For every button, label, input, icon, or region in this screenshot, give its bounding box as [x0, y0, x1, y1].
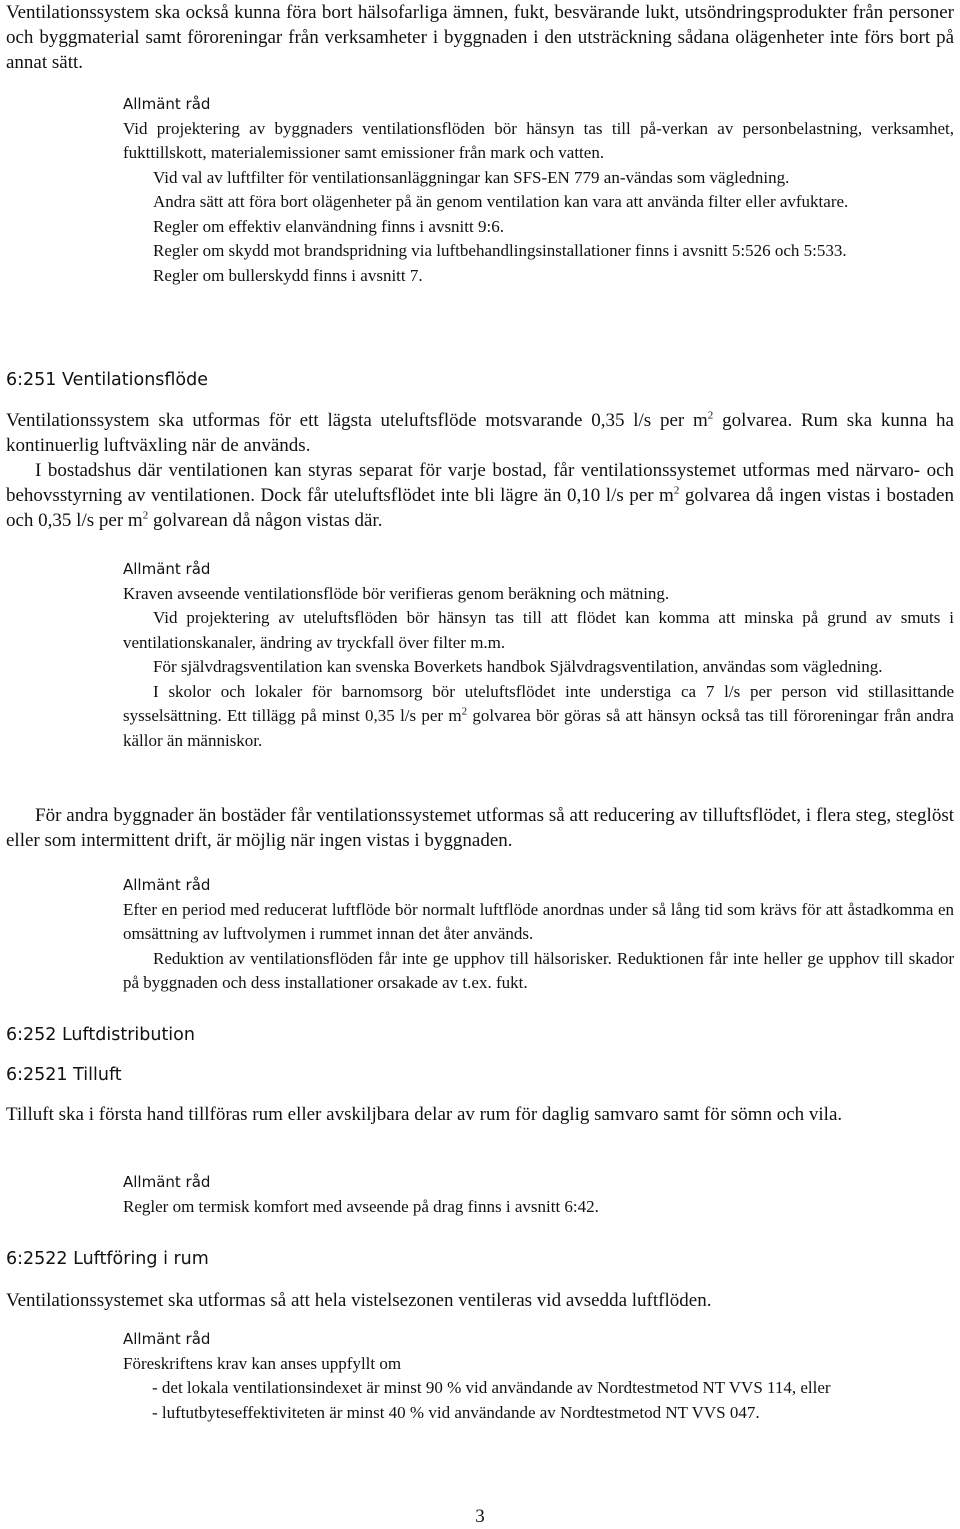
general-advice-heading: Allmänt råd: [123, 876, 211, 894]
section-heading-6252: 6:252 Luftdistribution: [6, 1025, 195, 1045]
body-paragraph: Ventilationssystem ska utformas för ett lägsta uteluftsflöde motsvarande 0,35 l/s per $m^2$ golvarea. Rum ska kunna ha kontinuerlig luftväxling när de används.: [6, 409, 954, 456]
general-advice-2: [123, 557, 954, 753]
advice-paragraph: Föreskriftens krav kan anses uppfyllt om: [123, 1353, 402, 1373]
advice-list-item: - det lokala ventilationsindexet är minst 90 % vid användande av Nordtestmetod NT VVS 114, eller: [152, 1378, 831, 1397]
advice-paragraph: För självdragsventilation kan svenska Boverkets handbok Självdragsventilation, användas som vägledning.: [153, 657, 883, 676]
advice-paragraph: Regler om effektiv elanvändning finns i avsnitt 9:6.: [153, 216, 504, 236]
supply-air-paragraph: Tilluft ska i första hand tillföras rum eller avskiljbara delar av rum för daglig samvaro samt för sömn och vila.: [6, 1104, 843, 1125]
general-advice-4: [123, 1170, 954, 1219]
general-advice-heading: Allmänt råd: [123, 1173, 211, 1191]
advice-paragraph: Reduktion av ventilationsflöden får inte ge upphov till hälsorisker. Reduktionen får inte heller ge upphov till skador på byggnaden och dess installationer orsakade av t.ex. fukt.: [123, 948, 954, 992]
general-advice-1: [123, 92, 954, 288]
advice-paragraph: Regler om skydd mot brandspridning via luftbehandlingsinstallationer finns i avsnitt 5:526 och 5:533.: [153, 241, 847, 260]
air-distribution-paragraph: Ventilationssystemet ska utformas så att hela vistelsezonen ventileras vid avsedda luftflöden.: [6, 1290, 712, 1311]
general-advice-3: [123, 873, 954, 996]
section-6251-text: [6, 408, 954, 533]
general-advice-heading: Allmänt råd: [123, 95, 211, 113]
advice-paragraph: Vid projektering av byggnaders ventilationsflöden bör hänsyn tas till på-verkan av personbelastning, verksamhet, fukttillskott, materialemissioner samt emissioner från mark och vatten.: [123, 118, 954, 162]
other-buildings-paragraph: För andra byggnader än bostäder får ventilationssystemet utformas så att reducering av tilluftsflödet, i flera steg, steglöst eller som intermittent drift, är möjlig när ingen vistas i byggnaden.: [6, 805, 954, 851]
advice-paragraph: Regler om termisk komfort med avseende på drag finns i avsnitt 6:42.: [123, 1196, 599, 1216]
advice-paragraph: Vid val av luftfilter för ventilationsanläggningar kan SFS-EN 779 an-vändas som vägledning.: [153, 167, 790, 187]
advice-paragraph: Regler om bullerskydd finns i avsnitt 7.: [153, 265, 423, 285]
page-number: 3: [475, 1506, 485, 1527]
advice-paragraph: I skolor och lokaler för barnomsorg bör uteluftsflödet inte understiga ca 7 l/s per person vid stillasittande sysselsättning. Ett tillägg på minst 0,35 l/s per $m^2$ golvarea bör göras så att hänsyn också tas till föroreningar från andra källor än människor.: [123, 681, 954, 750]
advice-paragraph: Kraven avseende ventilationsflöde bör verifieras genom beräkning och mätning.: [123, 583, 670, 603]
section-heading-62521: 6:2521 Tilluft: [6, 1065, 122, 1085]
advice-list-item: - luftutbyteseffektiviteten är minst 40 % vid användande av Nordtestmetod NT VVS 047.: [152, 1402, 760, 1422]
general-advice-heading: Allmänt råd: [123, 1330, 211, 1348]
advice-paragraph: Efter en period med reducerat luftflöde bör normalt luftflöde anordnas under så lång tid som krävs för att åstadkomma en omsättning av luftvolymen i rummet innan det åter används.: [123, 899, 954, 943]
intro-paragraph: Ventilationssystem ska också kunna föra bort hälsofarliga ämnen, fukt, besvärande lukt, utsöndringsprodukter från personer och byggmaterial samt föroreningar från verksamheter i byggnaden i den utsträckning sådana olägenheter inte förs bort på annat sätt.: [6, 2, 954, 73]
section-heading-6251: 6:251 Ventilationsflöde: [6, 370, 209, 390]
section-heading-62522: 6:2522 Luftföring i rum: [6, 1249, 209, 1269]
general-advice-5: [123, 1327, 954, 1425]
advice-paragraph: Andra sätt att föra bort olägenheter på än genom ventilation kan vara att använda filter eller avfuktare.: [153, 192, 849, 211]
advice-paragraph: Vid projektering av uteluftsflöden bör hänsyn tas till att flödet kan komma att minska på grund av smuts i ventilationskanaler, ändring av tryckfall över filter m.m.: [123, 608, 954, 652]
body-paragraph: I bostadshus där ventilationen kan styras separat för varje bostad, får ventilationssystemet utformas med närvaro- och behovsstyrning av ventilationen. Dock får uteluftsflödet inte bli lägre än 0,10 l/s per $m^2$ golvarea då ingen vistas i bostaden och 0,35 l/s per $m^2$ golvarean då någon vistas där.: [6, 460, 954, 531]
general-advice-heading: Allmänt råd: [123, 560, 211, 578]
